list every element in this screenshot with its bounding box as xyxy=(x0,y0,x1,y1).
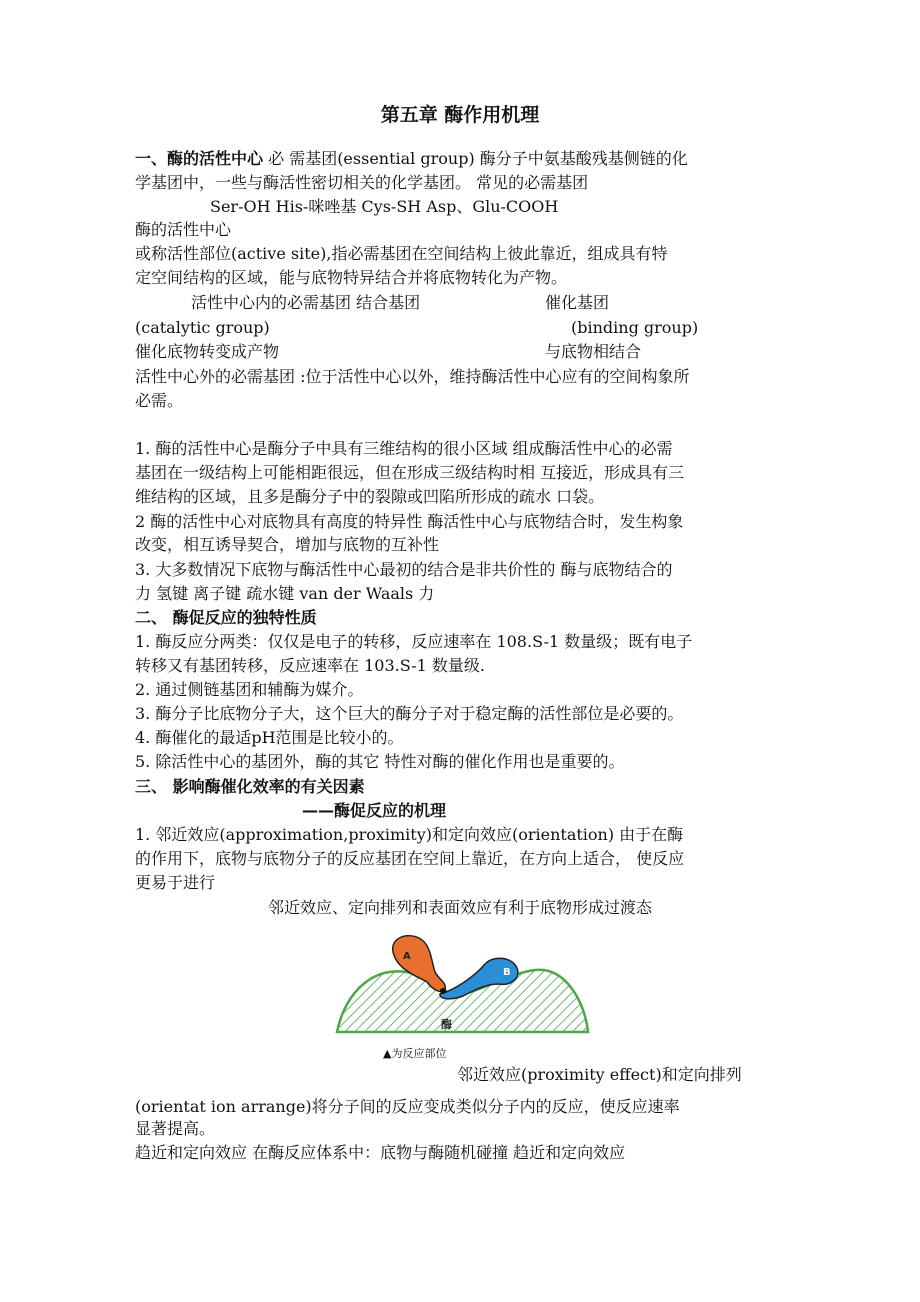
text-line: 2 酶的活性中心对底物具有高度的特异性 酶活性中心与底物结合时，发生构象 xyxy=(135,512,684,531)
text-line: 活性中心内的必需基团 结合基团 xyxy=(191,293,421,312)
label-b: B xyxy=(503,967,511,978)
text-line: 显著提高。 xyxy=(135,1119,216,1138)
text-line: (binding group) xyxy=(571,318,699,337)
text-line: 的作用下，底物与底物分子的反应基团在空间上靠近，在方向上适合， 使反应 xyxy=(135,849,685,868)
reaction-site-dot xyxy=(440,988,446,994)
text-line: 改变，相互诱导契合，增加与底物的互补性 xyxy=(135,535,440,554)
figure-caption: ▲为反应部位 xyxy=(383,1047,447,1060)
text-line: 催化基团 xyxy=(545,293,610,312)
text-line: 或称活性部位(active site),指必需基团在空间结构上彼此靠近，组成具有特 xyxy=(135,244,668,263)
page-title: 第五章 酶作用机理 xyxy=(380,104,540,126)
enzyme-substrate-figure xyxy=(335,932,590,1042)
text-line: 趋近和定向效应 在酶反应体系中：底物与酶随机碰撞 趋近和定向效应 xyxy=(135,1143,626,1162)
list-item: 4. 酶催化的最适pH范围是比较小的。 xyxy=(135,728,404,747)
section1-heading: 一、酶的活性中心 xyxy=(135,149,264,168)
section1-text: 必 需基团(essential group) 酶分子中氨基酸残基侧链的化 xyxy=(263,149,688,168)
text-line: 必需。 xyxy=(135,391,184,410)
text-line: 更易于进行 xyxy=(135,873,216,892)
text-line: 定空间结构的区域，能与底物特异结合并将底物转化为产物。 xyxy=(135,268,568,287)
section1-line1 xyxy=(135,148,688,170)
label-enzyme: 酶 xyxy=(441,1018,452,1031)
text-line: (catalytic group) xyxy=(135,318,270,337)
section3-subheading: ——酶促反应的机理 xyxy=(302,801,447,820)
text-line: 酶的活性中心 xyxy=(135,220,232,239)
text-line: 维结构的区域，且多是酶分子中的裂隙或凹陷所形成的疏水 口袋。 xyxy=(135,487,605,506)
label-a: A xyxy=(403,951,411,962)
text-line: 3. 大多数情况下底物与酶活性中心最初的结合是非共价性的 酶与底物结合的 xyxy=(135,560,673,579)
list-item: 2. 通过侧链基团和辅酶为媒介。 xyxy=(135,680,364,699)
text-line: 催化底物转变成产物 xyxy=(135,342,280,361)
list-item: 5. 除活性中心的基团外，酶的其它 特性对酶的催化作用也是重要的。 xyxy=(135,752,625,771)
text-line: 1. 邻近效应(approximation,proximity)和定向效应(orientation) 由于在酶 xyxy=(135,825,684,844)
text-line: 基团在一级结构上可能相距很远，但在形成三级结构时相 互接近，形成具有三 xyxy=(135,463,685,482)
text-line: Ser-OH His-咪唑基 Cys-SH Asp、Glu-COOH xyxy=(210,197,559,216)
text-line: (orientat ion arrange)将分子间的反应变成类似分子内的反应，使反应速率 xyxy=(135,1097,680,1116)
text-line: 1. 酶的活性中心是酶分子中具有三维结构的很小区域 组成酶活性中心的必需 xyxy=(135,439,673,458)
section2-heading: 二、 酶促反应的独特性质 xyxy=(135,608,317,627)
text-line: 邻近效应、定向排列和表面效应有利于底物形成过渡态 xyxy=(268,898,653,917)
text-line: 活性中心外的必需基团 :位于活性中心以外，维持酶活性中心应有的空间构象所 xyxy=(135,367,690,386)
text-line: 邻近效应(proximity effect)和定向排列 xyxy=(457,1065,742,1084)
list-item: 3. 酶分子比底物分子大，这个巨大的酶分子对于稳定酶的活性部位是必要的。 xyxy=(135,704,684,723)
text-line: 学基团中，一些与酶活性密切相关的化学基团。 常见的必需基团 xyxy=(135,173,589,192)
section3-heading: 三、 影响酶催化效率的有关因素 xyxy=(135,777,365,796)
text-line: 力 氢键 离子键 疏水键 van der Waals 力 xyxy=(135,584,435,603)
enzyme-shape xyxy=(337,970,588,1032)
text-line: 与底物相结合 xyxy=(545,342,642,361)
list-item: 转移又有基团转移，反应速率在 103.S-1 数量级. xyxy=(135,656,486,675)
list-item: 1. 酶反应分两类：仅仅是电子的转移，反应速率在 108.S-1 数量级；既有电子 xyxy=(135,632,693,651)
